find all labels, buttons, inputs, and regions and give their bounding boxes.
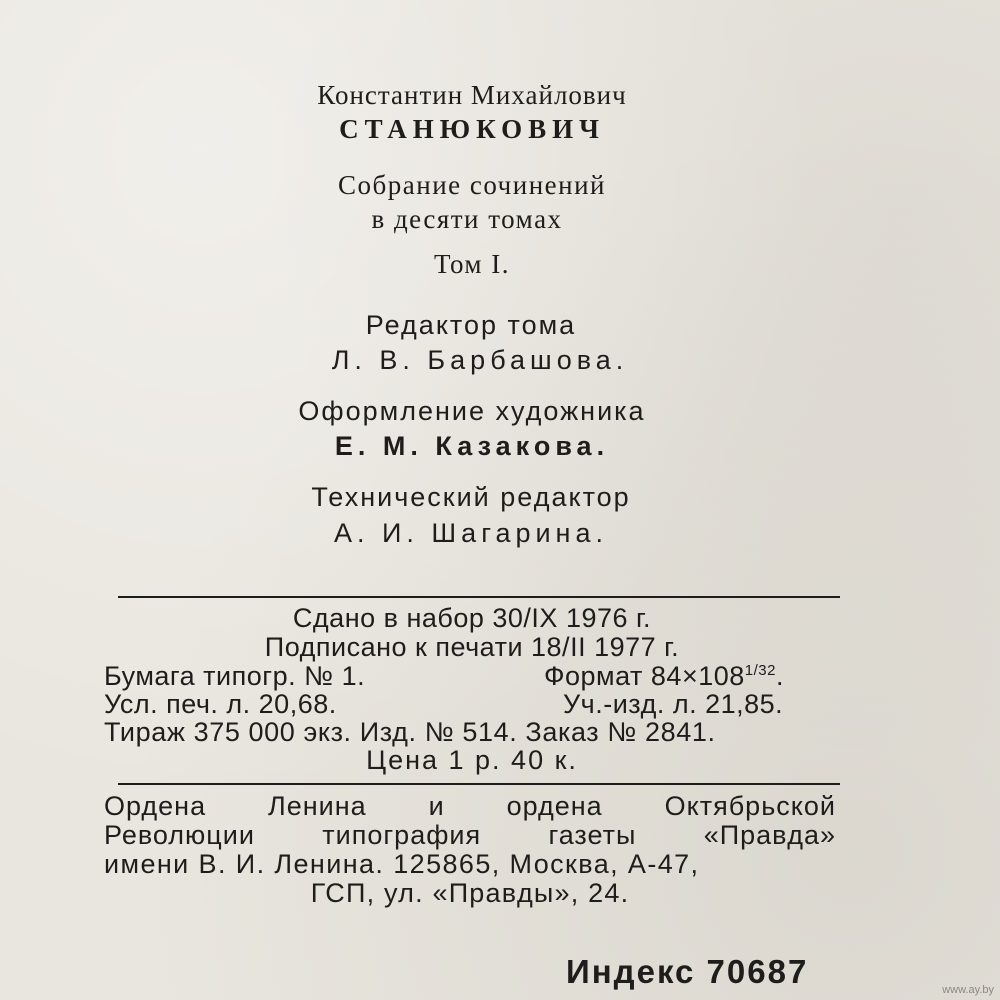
show-through-text bbox=[110, 222, 117, 252]
catalog-index: Индекс 70687 bbox=[566, 953, 809, 990]
press-line-4: ГСП, ул. «Правды», 24. bbox=[310, 878, 630, 908]
volume-editor-role: Редактор тома bbox=[365, 310, 577, 340]
print-signed-date: Подписано к печати 18/II 1977 г. bbox=[264, 632, 680, 662]
format-label: Формат 84×108 bbox=[544, 661, 745, 691]
press-line-1 bbox=[104, 791, 836, 822]
press-word: типография bbox=[322, 820, 482, 850]
press-word: ордена bbox=[506, 791, 603, 821]
watermark: www.ay.by bbox=[942, 984, 994, 996]
tech-editor-name: А. И. Шагарина. bbox=[334, 518, 608, 548]
series-subtitle: в десяти томах bbox=[371, 204, 563, 234]
press-word: Октябрьской bbox=[664, 791, 836, 821]
press-word: газеты bbox=[548, 820, 637, 850]
typeset-date: Сдано в набор 30/IX 1976 г. bbox=[292, 603, 652, 633]
designer-role: Оформление художника bbox=[298, 396, 646, 426]
tech-editor-role: Технический редактор bbox=[311, 482, 631, 512]
author-surname: СТАНЮКОВИЧ bbox=[339, 114, 605, 144]
format-fraction: 1/32 bbox=[744, 662, 776, 679]
price: Цена 1 р. 40 к. bbox=[366, 745, 578, 775]
press-word: Революции bbox=[104, 820, 255, 850]
divider-bottom bbox=[118, 783, 840, 785]
series-title: Собрание сочинений bbox=[338, 170, 606, 200]
volume-editor-name: Л. В. Барбашова. bbox=[331, 345, 629, 375]
divider-top bbox=[118, 596, 840, 598]
press-line-3: имени В. И. Ленина. 125865, Москва, А-47, bbox=[104, 849, 700, 879]
press-word: Ордена bbox=[104, 791, 207, 821]
publisher-sheets: Уч.-изд. л. 21,85. bbox=[563, 689, 784, 719]
press-word: и bbox=[428, 791, 445, 821]
author-name: Константин Михайлович bbox=[317, 80, 627, 110]
circulation-order: Тираж 375 000 экз. Изд. № 514. Заказ № 2841. bbox=[104, 717, 716, 747]
volume-number: Том I. bbox=[433, 249, 511, 279]
print-sheets: Усл. печ. л. 20,68. bbox=[104, 689, 337, 719]
press-word: «Правда» bbox=[703, 820, 836, 850]
press-line-2 bbox=[104, 820, 836, 851]
format-suffix: . bbox=[775, 661, 784, 691]
format bbox=[544, 661, 784, 692]
press-word: Ленина bbox=[268, 791, 367, 821]
designer-name: Е. М. Казакова. bbox=[334, 431, 610, 461]
paper-type: Бумага типогр. № 1. bbox=[104, 661, 366, 691]
